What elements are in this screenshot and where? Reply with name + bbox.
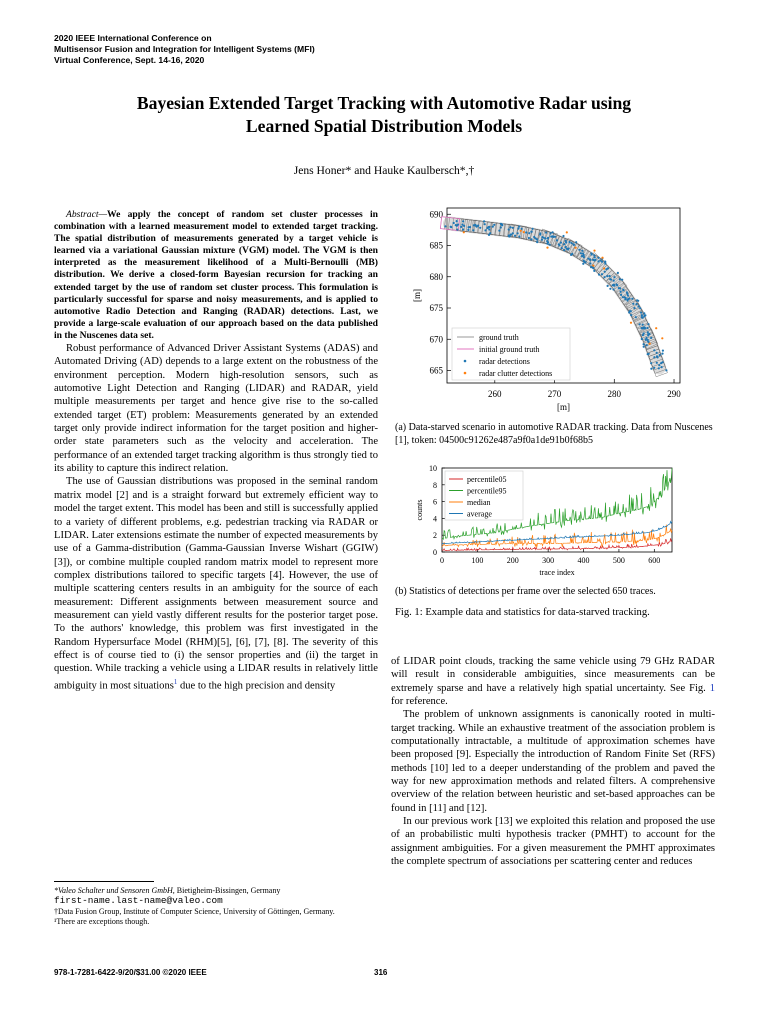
conference-header	[54, 33, 315, 66]
radar-detection	[456, 229, 458, 231]
radar-detection	[639, 307, 641, 309]
y-tick-label: 4	[433, 514, 437, 524]
radar-detection	[556, 239, 558, 241]
radar-detection	[644, 327, 646, 329]
radar-detection	[541, 239, 543, 241]
radar-detection	[643, 346, 645, 348]
radar-detection	[584, 261, 586, 263]
radar-detection	[665, 369, 667, 371]
radar-detection	[621, 279, 623, 281]
radar-detection	[636, 299, 638, 301]
radar-detection	[479, 227, 481, 229]
radar-detection	[592, 259, 594, 261]
radar-detection	[549, 232, 551, 234]
x-tick-label: 290	[667, 389, 681, 399]
radar-detection	[539, 234, 541, 236]
radar-detection	[580, 252, 582, 254]
radar-detection	[643, 312, 645, 314]
radar-detection	[606, 275, 608, 277]
radar-detection	[628, 298, 630, 300]
conference-line: Multisensor Fusion and Integration for Intelligent Systems (MFI)	[54, 44, 315, 54]
title-line: Learned Spatial Distribution Models	[245, 116, 523, 136]
radar-detection	[607, 285, 609, 287]
radar-detection	[612, 288, 614, 290]
radar-detection	[558, 243, 560, 245]
radar-detection	[549, 244, 551, 246]
radar-detection	[533, 236, 535, 238]
radar-detection	[593, 254, 595, 256]
radar-detection	[450, 226, 452, 228]
radar-detection	[601, 273, 603, 275]
radar-detection	[598, 274, 600, 276]
radar-detection	[650, 337, 652, 339]
figure-caption: Fig. 1: Example data and statistics for data-starved tracking.	[395, 607, 650, 618]
radar-detection	[484, 223, 486, 225]
paragraph-text: for reference.	[391, 696, 448, 708]
radar-detection	[607, 267, 609, 269]
radar-detection	[583, 254, 585, 256]
radar-detection	[604, 263, 606, 265]
legend-swatch	[464, 372, 467, 375]
radar-detection	[501, 223, 503, 225]
footnote-text: Bietigheim-Bissingen, Germany	[174, 886, 281, 895]
radar-clutter-detection	[546, 247, 548, 249]
radar-detection	[637, 305, 639, 307]
y-tick-label: 685	[429, 240, 443, 251]
radar-detection	[488, 226, 490, 228]
radar-detection	[641, 314, 643, 316]
legend-entry: percentile95	[467, 486, 507, 496]
legend-entry: radar detections	[479, 357, 530, 366]
radar-detection	[573, 244, 575, 246]
radar-detection	[647, 331, 649, 333]
radar-detection	[509, 235, 511, 237]
radar-detection	[544, 237, 546, 239]
figure-b-caption: (b) Statistics of detections per frame over the selected 650 traces.	[395, 586, 656, 597]
radar-detection	[635, 316, 637, 318]
radar-detection	[571, 242, 573, 244]
radar-detection	[597, 257, 599, 259]
radar-detection	[462, 228, 464, 230]
radar-detection	[661, 353, 663, 355]
radar-detection	[550, 236, 552, 238]
y-tick-label: 2	[433, 531, 437, 541]
radar-detection	[560, 242, 562, 244]
radar-detection	[628, 311, 630, 313]
figure-a-plot	[400, 200, 700, 416]
paragraph-text: due to the high precision and density	[177, 680, 336, 692]
radar-detection	[656, 355, 658, 357]
radar-detection	[575, 241, 577, 243]
legend-entry: radar clutter detections	[479, 369, 553, 378]
radar-detection	[530, 238, 532, 240]
radar-detection	[647, 340, 649, 342]
radar-detection	[656, 362, 658, 364]
radar-detection	[493, 224, 495, 226]
paragraph-text: The use of Gaussian distributions was proposed in the seminal random matrix model [2] and is a straight forward but extremely efficient way to model the target extent. This model has been and still is successfully applied to a variety of different problems, e.g. pedestrian tracking via RADAR or LIDAR. Later extensions estimate the number of expected measurements by use of a Gamma-distribution (Gamma-Gaussian Inverse Wishart (GGIW) [3]), or combine multiple coupled random matrix model to represent more complex distributions tailored to specific targets [4]. However, the use of multiple scattering centers results in an ambiguity for the source of each measurement: Different assignments between measurement source and measurement can yield vastly different results for the posterior target pose. To the authors' knowledge, this problem was first investigated in the Random Hypersurface Model (RHM)[5], [6], [7], [8]. The severity of this effect is of course tied to (i) the sensor properties and (ii) the target in question. While tracking a vehicle using a LIDAR results in relatively little ambiguity in most situations	[54, 476, 378, 692]
radar-detection	[625, 297, 627, 299]
authors: Jens Honer* and Hauke Kaulbersch*,†	[293, 164, 475, 177]
radar-detection	[568, 241, 570, 243]
radar-detection	[604, 261, 606, 263]
radar-detection	[455, 224, 457, 226]
x-tick-label: 200	[506, 556, 519, 565]
paragraph	[391, 655, 715, 708]
radar-detection	[563, 249, 565, 251]
title-line: Bayesian Extended Target Tracking with Automotive Radar using	[136, 93, 632, 113]
radar-detection	[477, 225, 479, 227]
radar-clutter-detection	[603, 267, 605, 269]
radar-detection	[530, 231, 532, 233]
radar-detection	[518, 236, 520, 238]
right-column	[391, 655, 715, 869]
radar-detection	[648, 333, 650, 335]
y-tick-label: 675	[429, 303, 443, 313]
radar-detection	[650, 368, 652, 370]
radar-detection	[517, 232, 519, 234]
radar-detection	[609, 288, 611, 290]
radar-detection	[613, 276, 615, 278]
radar-detection	[453, 222, 455, 224]
radar-detection	[631, 298, 633, 300]
radar-clutter-detection	[661, 337, 663, 339]
radar-detection	[536, 241, 538, 243]
radar-detection	[461, 224, 463, 226]
radar-detection	[658, 367, 660, 369]
legend-entry: initial ground truth	[479, 345, 540, 354]
radar-detection	[547, 237, 549, 239]
radar-detection	[656, 352, 658, 354]
radar-detection	[532, 228, 534, 230]
radar-detection	[641, 327, 643, 329]
radar-clutter-detection	[630, 322, 632, 324]
radar-detection	[661, 366, 663, 368]
footnote-email: first-name.last-name@valeo.com	[54, 895, 223, 907]
footnote-rule	[54, 881, 154, 882]
footnote: ¹There are exceptions though.	[54, 917, 150, 927]
radar-detection	[541, 236, 543, 238]
radar-detection	[552, 231, 554, 233]
x-axis-label: [m]	[557, 402, 570, 412]
radar-detection	[627, 294, 629, 296]
radar-detection	[565, 241, 567, 243]
radar-detection	[456, 220, 458, 222]
radar-detection	[488, 234, 490, 236]
y-tick-label: 10	[429, 464, 437, 473]
x-tick-label: 600	[648, 556, 661, 565]
radar-detection	[525, 231, 527, 233]
radar-detection	[603, 276, 605, 278]
radar-detection	[630, 314, 632, 316]
radar-clutter-detection	[520, 230, 522, 232]
radar-detection	[619, 278, 621, 280]
radar-detection	[609, 275, 611, 277]
radar-detection	[475, 225, 477, 227]
radar-detection	[660, 362, 662, 364]
radar-detection	[658, 364, 660, 366]
radar-detection	[546, 240, 548, 242]
paragraph: Robust performance of Advanced Driver Assistant Systems (ADAS) and Automated Driving (AD) depends to a large extent on the robustness of the environment perception. Modern high-resolution sensors, such as automotive Light Detection and Ranging (LIDAR) and RADAR, yield multiple measurements per target and hence give rise to the so-called extended target (ET) problem: Measurements generated by an extended target only provide indirect information for the target position and higher-order state parameters such as the velocity and acceleration. The performance of an extended target tracking algorithm is thus strongly tied to its ability to capture this indirect relation.	[54, 343, 378, 475]
conference-line: 2020 IEEE International Conference on	[54, 33, 212, 43]
abstract-text: We apply the concept of random set cluster processes in combination with a learned measurement model to extended target tracking. The spatial distribution of measurements generated by a target vehicle is learned via a variational Gaussian mixture (VGM) model. The VGM is then interpreted as the measurement likelihood of a Multi-Bernoulli (MB) distribution. We derive a closed-form Bayesian recursion for tracking an extended target by the use of random set cluster process. This formulation is particularly successful for sparse and noisy measurements, and is applied to automotive Radio Detection and Ranging (RADAR) detections. Last, we provide a large-scale evaluation of our approach based on the data published in the Nuscenes data set.	[54, 209, 378, 341]
radar-detection	[620, 294, 622, 296]
legend-entry: percentile05	[467, 475, 507, 484]
radar-detection	[582, 263, 584, 265]
y-tick-label: 690	[429, 209, 443, 220]
radar-detection	[587, 258, 589, 260]
radar-detection	[500, 226, 502, 228]
paper-title	[60, 92, 708, 138]
radar-detection	[561, 247, 563, 249]
x-tick-label: 270	[547, 389, 562, 399]
radar-detection	[643, 343, 645, 345]
legend-entry: ground truth	[479, 333, 519, 342]
radar-detection	[518, 225, 520, 227]
radar-detection	[563, 243, 565, 245]
radar-clutter-detection	[523, 231, 525, 233]
radar-detection	[642, 324, 644, 326]
footnotes	[54, 886, 378, 928]
radar-detection	[659, 354, 661, 356]
radar-detection	[578, 249, 580, 251]
radar-detection	[536, 238, 538, 240]
legend-swatch	[464, 360, 467, 363]
paragraph	[54, 475, 378, 692]
radar-detection	[646, 344, 648, 346]
paragraph: The problem of unknown assignments is canonically rooted in multi-target tracking. While an exhaustive treatment of the association problem is computationally intractable, a multitude of approximation schemes have been proposed [9]. Especially the introduction of Random Finite Set (RFS) methods [10] led to a deeper understanding of the problem and paved the way for new approximation methods and related filters. A comprehensive overview of the relation between heuristic and set-based approaches can be found in [11] and [12].	[391, 709, 715, 814]
radar-detection	[593, 270, 595, 272]
radar-clutter-detection	[592, 265, 594, 267]
footnote-org: *Valeo Schalter und Sensoren GmbH,	[54, 886, 175, 895]
radar-detection	[562, 235, 564, 237]
x-tick-label: 260	[488, 389, 502, 399]
y-axis-label: [m]	[412, 289, 422, 302]
radar-detection	[484, 229, 486, 231]
radar-detection	[528, 232, 530, 234]
radar-detection	[509, 226, 511, 228]
radar-detection	[623, 289, 625, 291]
radar-detection	[626, 299, 628, 301]
radar-detection	[617, 272, 619, 274]
radar-detection	[645, 337, 647, 339]
radar-clutter-detection	[593, 250, 595, 252]
radar-clutter-detection	[575, 247, 577, 249]
footer-isbn: 978-1-7281-6422-9/20/$31.00 ©2020 IEEE	[54, 968, 207, 977]
radar-detection	[648, 353, 650, 355]
x-axis-label: trace index	[539, 568, 575, 577]
radar-detection	[613, 280, 615, 282]
left-column	[54, 209, 378, 692]
radar-detection	[653, 356, 655, 358]
radar-detection	[653, 367, 655, 369]
radar-detection	[528, 237, 530, 239]
figure-b-plot	[410, 460, 700, 582]
radar-detection	[616, 284, 618, 286]
radar-clutter-detection	[601, 257, 603, 259]
radar-detection	[483, 220, 485, 222]
y-tick-label: 8	[433, 480, 437, 490]
radar-detection	[647, 323, 649, 325]
radar-detection	[512, 232, 514, 234]
radar-detection	[626, 291, 628, 293]
footnote: †Data Fusion Group, Institute of Computer Science, University of Göttingen, Germany.	[54, 906, 335, 916]
radar-detection	[641, 338, 643, 340]
abstract-label: Abstract—	[66, 209, 108, 220]
radar-detection	[613, 285, 615, 287]
radar-detection	[545, 232, 547, 234]
radar-detection	[462, 220, 464, 222]
radar-detection	[514, 235, 516, 237]
radar-clutter-detection	[655, 327, 657, 329]
y-tick-label: 670	[429, 334, 443, 345]
radar-detection	[644, 314, 646, 316]
y-tick-label: 6	[433, 497, 437, 507]
radar-detection	[594, 259, 596, 261]
radar-detection	[567, 248, 569, 250]
radar-detection	[570, 254, 572, 256]
radar-detection	[604, 271, 606, 273]
radar-detection	[640, 312, 642, 314]
radar-detection	[622, 296, 624, 298]
radar-detection	[469, 226, 471, 228]
x-tick-label: 280	[607, 389, 622, 399]
radar-clutter-detection	[463, 231, 465, 233]
radar-detection	[581, 250, 583, 252]
radar-detection	[492, 226, 494, 228]
radar-detection	[650, 362, 652, 364]
figure-a-caption: (a) Data-starved scenario in automotive RADAR tracking. Data from Nuscenes [1], token: 04500c91262e487a9f0a1de91b0f68b5	[395, 422, 713, 446]
page-number: 316	[374, 968, 388, 977]
radar-detection	[642, 334, 644, 336]
radar-detection	[601, 261, 603, 263]
y-tick-label: 665	[429, 365, 443, 376]
legend-entry: average	[467, 509, 492, 519]
radar-detection	[488, 228, 490, 230]
radar-detection	[589, 262, 591, 264]
x-tick-label: 500	[612, 556, 625, 565]
figure-ref-link[interactable]: 1	[709, 682, 715, 694]
radar-detection	[646, 327, 648, 329]
paragraph-text: of LIDAR point clouds, tracking the same vehicle using 79 GHz RADAR will result in considerable ambiguities, since measurements can be extremely sparse and have a relatively high spatial uncertainty. See Fig.	[391, 656, 715, 694]
radar-detection	[653, 349, 655, 351]
radar-detection	[444, 225, 446, 227]
conference-line: Virtual Conference, Sept. 14-16, 2020	[54, 55, 205, 65]
paragraph: In our previous work [13] we exploited this relation and proposed the use of an probabilistic multi hypothesis tracker (PMHT) to account for the assignment ambiguities. For a given measurement the PMHT approximates the complete spectrum of associations per scattering center and reduces	[391, 816, 715, 868]
footnote-mark[interactable]: 1	[173, 677, 178, 686]
radar-detection	[662, 350, 664, 352]
abstract	[54, 209, 378, 342]
radar-clutter-detection	[649, 343, 651, 345]
x-tick-label: 300	[542, 556, 555, 565]
radar-detection	[618, 287, 620, 289]
radar-detection	[620, 291, 622, 293]
legend-entry: median	[467, 498, 491, 507]
radar-detection	[467, 229, 469, 231]
radar-detection	[590, 252, 592, 254]
radar-detection	[460, 226, 462, 228]
radar-detection	[636, 303, 638, 305]
radar-detection	[594, 256, 596, 258]
radar-detection	[565, 246, 567, 248]
y-axis-label: counts	[415, 499, 424, 521]
radar-detection	[552, 236, 554, 238]
radar-detection	[632, 303, 634, 305]
radar-detection	[512, 227, 514, 229]
radar-detection	[633, 307, 635, 309]
radar-clutter-detection	[566, 231, 568, 233]
x-tick-label: 400	[577, 556, 590, 565]
radar-detection	[472, 229, 474, 231]
x-tick-label: 0	[440, 556, 444, 565]
radar-detection	[609, 278, 611, 280]
y-tick-label: 0	[433, 548, 437, 557]
y-tick-label: 680	[429, 271, 443, 282]
radar-detection	[597, 260, 599, 262]
radar-detection	[508, 228, 510, 230]
radar-detection	[517, 228, 519, 230]
x-tick-label: 100	[471, 556, 484, 565]
radar-detection	[546, 243, 548, 245]
radar-detection	[639, 323, 641, 325]
radar-detection	[498, 230, 500, 232]
